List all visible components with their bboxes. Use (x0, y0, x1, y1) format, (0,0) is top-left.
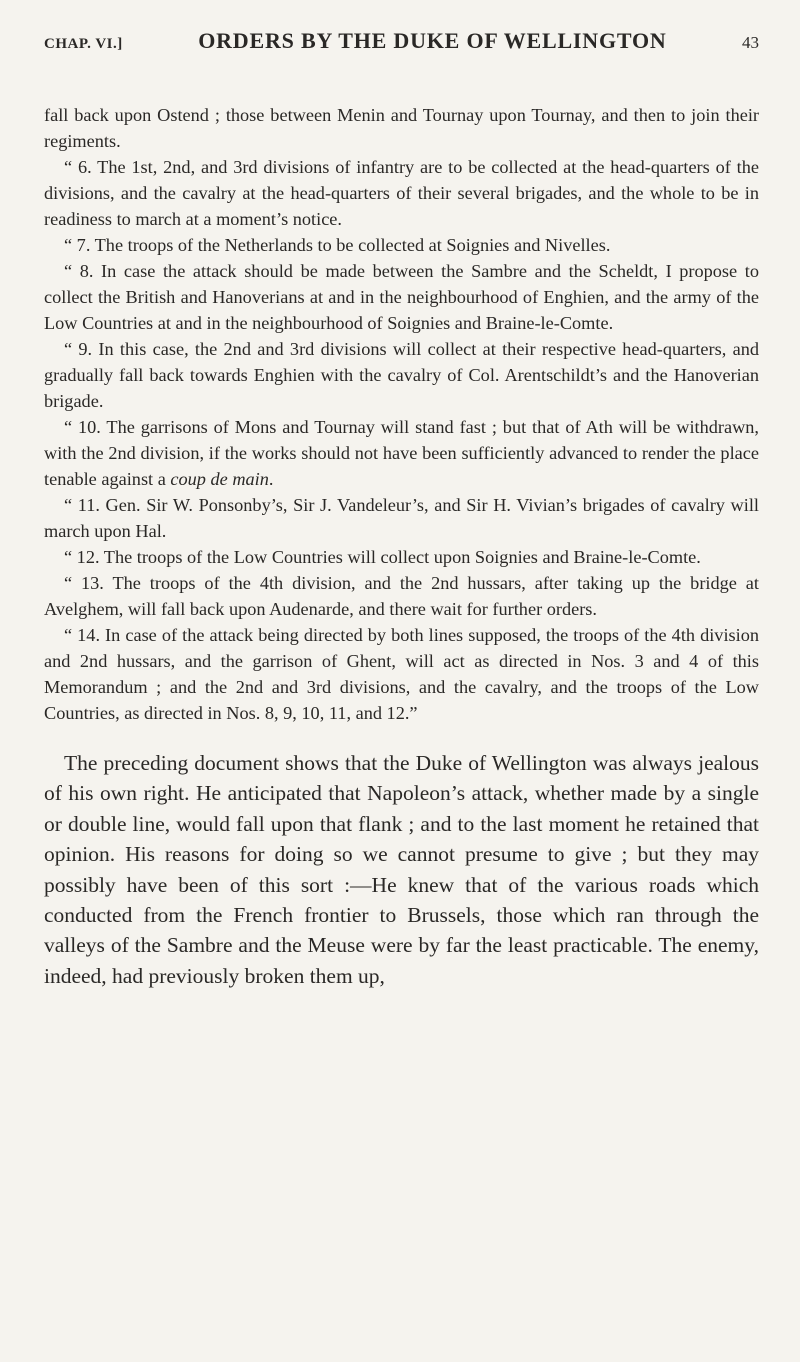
memorandum-item-8: “ 8. In case the attack should be made between the Sambre and the Scheldt, I propose to collect the British and Hanoverians at and in the neighbourhood of Enghien, and the army of the Low Countries at and in the neighbourhood of Soignies and Braine-le-Comte. (44, 261, 759, 333)
commentary-paragraph: The preceding document shows that the Duke of Wellington was always jealous of his own right. He anticipated that Napoleon’s attack, whether made by a single or double line, would fall upon that flank ; and to the last moment he retained that opinion. His reasons for doing so we cannot presume to give ; but they may possibly have been of this sort :—He knew that of the various roads which conducted from the French frontier to Brussels, those which ran through the valleys of the Sambre and the Meuse were by far the least practicable. The enemy, indeed, had previously broken them up, (44, 751, 759, 988)
memorandum-item-10-end: . (268, 469, 274, 489)
memorandum-item-9: “ 9. In this case, the 2nd and 3rd divisions will collect at their respective head-quarters, and gradually fall back towards Enghien with the cavalry of Col. Arentschildt’s and the Hanoverian brigade. (44, 339, 759, 411)
memorandum-text (44, 102, 759, 726)
memorandum-item-14: “ 14. In case of the attack being directed by both lines supposed, the troops of the 4th division and 2nd hussars, and the garrison of Ghent, will act as directed in Nos. 3 and 4 of this Memorandum ; and the 2nd and 3rd divisions, and the cavalry, and the troops of the Low Countries, as directed in Nos. 8, 9, 10, 11, and 12.” (44, 625, 759, 723)
memorandum-item-7: “ 7. The troops of the Netherlands to be collected at Soignies and Nivelles. (64, 235, 611, 255)
memorandum-item-13: “ 13. The troops of the 4th division, and the 2nd hussars, after taking up the bridge at Avelghem, will fall back upon Audenarde, and there wait for further orders. (44, 573, 759, 619)
memorandum-item-12: “ 12. The troops of the Low Countries will collect upon Soignies and Braine-le-Comte. (64, 547, 701, 567)
running-head (44, 28, 759, 68)
chapter-label: CHAP. VI.] (44, 36, 123, 52)
memorandum-item-10-emphasis: coup de main (170, 469, 269, 489)
memorandum-item-10-text: “ 10. The garrisons of Mons and Tournay will stand fast ; but that of Ath will be withdrawn, with the 2nd division, if the works should not have been sufficiently advanced to render the place tenable against a (44, 417, 759, 489)
memorandum-continuation: fall back upon Ostend ; those between Menin and Tournay upon Tournay, and then to join their regiments. (44, 105, 759, 151)
commentary-section (44, 748, 759, 991)
memorandum-item-10 (44, 414, 759, 492)
memorandum-item-11: “ 11. Gen. Sir W. Ponsonby’s, Sir J. Vandeleur’s, and Sir H. Vivian’s brigades of cavalry will march upon Hal. (44, 495, 759, 541)
page-header-title: ORDERS BY THE DUKE OF WELLINGTON (198, 28, 667, 53)
memorandum-item-6: “ 6. The 1st, 2nd, and 3rd divisions of infantry are to be collected at the head-quarters of the divisions, and the cavalry at the head-quarters of their several brigades, and the whole to be in readiness to march at a moment’s notice. (44, 157, 759, 229)
page-number: 43 (742, 33, 759, 52)
book-page (44, 28, 759, 991)
